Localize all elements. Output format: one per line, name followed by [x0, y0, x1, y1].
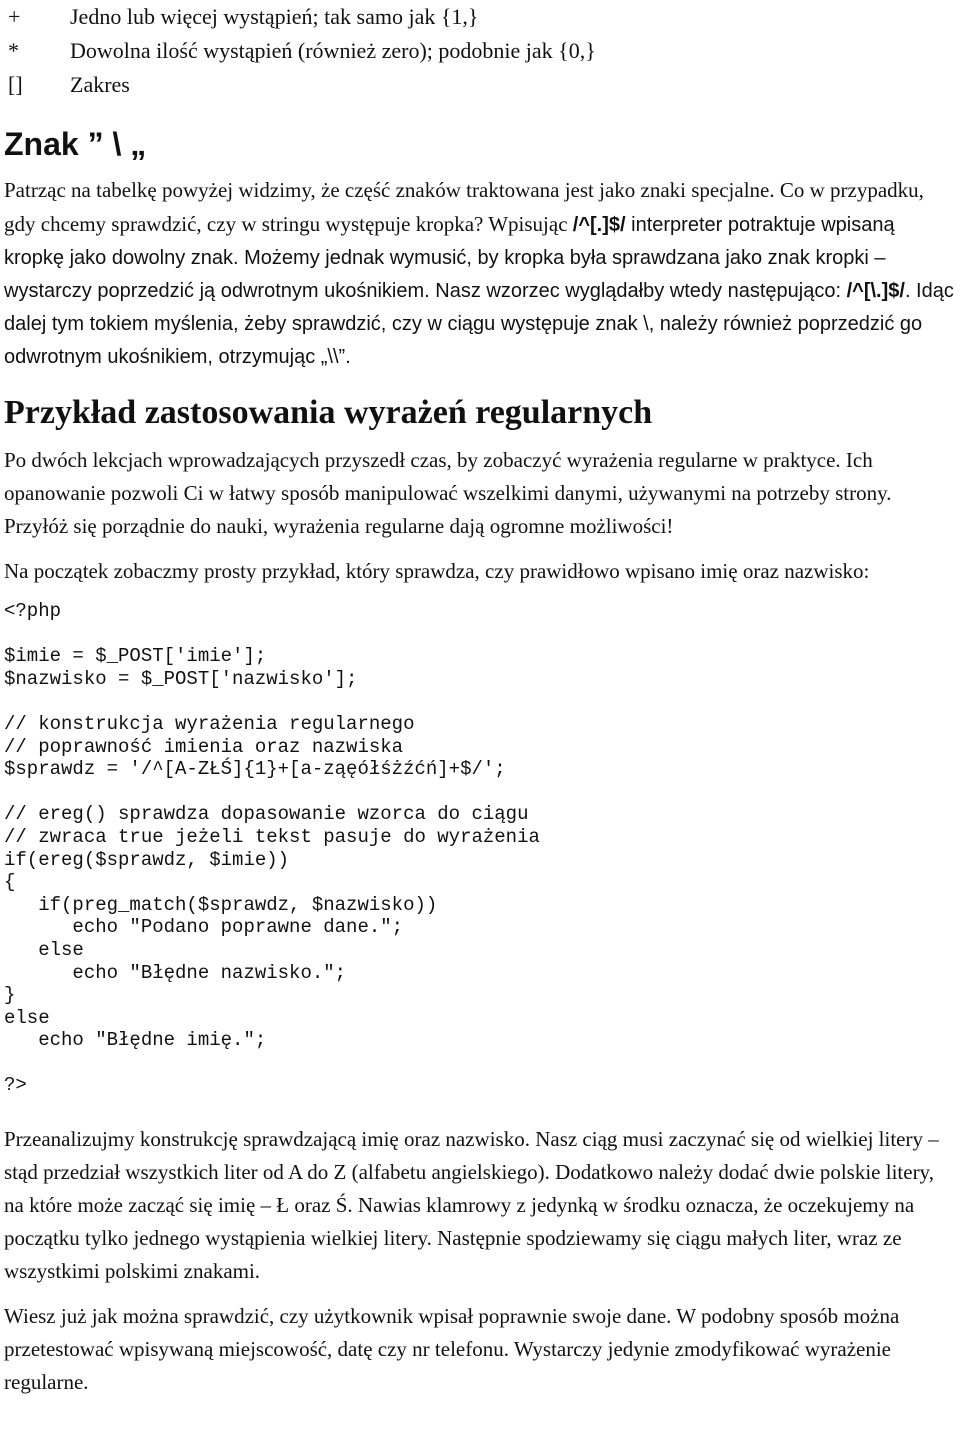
code-line — [4, 1052, 956, 1075]
code-line: $imie = $_POST['imie']; — [4, 645, 267, 668]
code-line — [4, 623, 956, 646]
code-line: if(preg_match($sprawdz, $nazwisko)) — [4, 893, 438, 916]
code-block — [4, 600, 956, 1097]
code-line: { — [4, 871, 16, 894]
code-line: $sprawdz = '/^[A-ZŁŚ]{1}+[a-ząęółśżźćń]+$/'; — [4, 758, 506, 781]
symbol-row — [4, 0, 956, 34]
code-line: // poprawność imienia oraz nazwiska — [4, 735, 404, 758]
text-segment: . Idąc dalej tym tokiem myślenia, żeby sprawdzić, czy w ciągu występuje znak \, należy również poprzedzić go odwrotnym ukośnikiem, otrzymując „\\”. — [4, 280, 954, 368]
code-line: if(ereg($sprawdz, $imie)) — [4, 848, 290, 871]
code-line: echo "Podano poprawne dane."; — [4, 916, 404, 939]
code-line: echo "Błędne imię."; — [4, 1029, 267, 1052]
regex-escaped-dot: /^[\.]$/ — [846, 280, 905, 302]
symbol: * — [8, 38, 19, 63]
text-segment: Patrząc na tabelkę powyżej widzimy, że część znaków traktowana jest jako znaki specjalne. Co w przypadku, gdy chcemy sprawdzić, czy w stringu występuje kropka? Wpisując — [4, 178, 924, 236]
lead-paragraph: Na początek zobaczmy prosty przykład, który sprawdza, czy prawidłowo wpisano imię oraz nazwisko: — [4, 559, 870, 583]
symbol: + — [8, 4, 21, 29]
code-line: ?> — [4, 1074, 27, 1097]
symbol-row — [4, 68, 956, 102]
symbol-description: Jedno lub więcej wystąpień; tak samo jak {1,} — [70, 4, 479, 29]
code-line: <?php — [4, 600, 62, 622]
code-line — [4, 781, 956, 804]
section-heading-znak: Znak ” \ „ — [4, 126, 147, 162]
symbol-row — [4, 34, 956, 68]
code-line: echo "Błędne nazwisko."; — [4, 961, 347, 984]
text-segment: interpreter potraktuje wpisaną kropkę jako dowolny znak. Możemy jednak wymusić, by kropka była sprawdzana jako znak kropki – wystarczy poprzedzić ją odwrotnym ukośnikiem. Nasz wzorzec wyglądałby wtedy następująco: — [4, 214, 895, 302]
code-line: $nazwisko = $_POST['nazwisko']; — [4, 667, 358, 690]
analysis-paragraph: Przeanalizujmy konstrukcję sprawdzającą imię oraz nazwisko. Nasz ciąg musi zaczynać się od wielkiej litery – stąd przedział wszystkich liter od A do Z (alfabetu angielskiego). Dodatkowo należy dodać dwie polskie litery, na które może zacząć się imię – Ł oraz Ś. Nawias klamrowy z jedynką w środku oznacza, że oczekujemy na początku tylko jednego wystąpienia wielkiej litery. Następnie spodziewamy się ciągu małych liter, wraz ze wszystkimi polskimi znakami. — [4, 1127, 939, 1284]
symbol: [] — [8, 72, 23, 97]
code-line: // ereg() sprawdza dopasowanie wzorca do ciągu — [4, 803, 529, 826]
code-line: else — [4, 938, 84, 961]
symbol-description: Zakres — [70, 72, 130, 97]
znak-paragraph — [4, 174, 956, 374]
code-line — [4, 690, 956, 713]
code-line: // zwraca true jeżeli tekst pasuje do wyrażenia — [4, 825, 540, 848]
symbol-table — [4, 0, 956, 102]
closing-paragraph: Wiesz już jak można sprawdzić, czy użytkownik wpisał poprawnie swoje dane. W podobny sposób można przetestować wpisywaną miejscowość, datę czy nr telefonu. Wystarczy jedynie zmodyfikować wyrażenie regularne. — [4, 1304, 900, 1395]
code-line: } — [4, 984, 16, 1007]
intro-paragraph: Po dwóch lekcjach wprowadzających przyszedł czas, by zobaczyć wyrażenia regularne w praktyce. Ich opanowanie pozwoli Ci w łatwy sposób manipulować wszelkimi danymi, używanymi na potrzeby strony. Przyłóż się porządnie do nauki, wyrażenia regularne dają ogromne możliwości! — [4, 448, 892, 538]
symbol-description: Dowolna ilość wystąpień (również zero); podobnie jak {0,} — [70, 38, 596, 63]
section-heading-example: Przykład zastosowania wyrażeń regularnych — [4, 394, 653, 431]
regex-dot: /^[.]$/ — [572, 214, 626, 236]
code-line: else — [4, 1006, 50, 1029]
code-line: // konstrukcja wyrażenia regularnego — [4, 712, 415, 735]
document-page — [4, 0, 956, 1399]
